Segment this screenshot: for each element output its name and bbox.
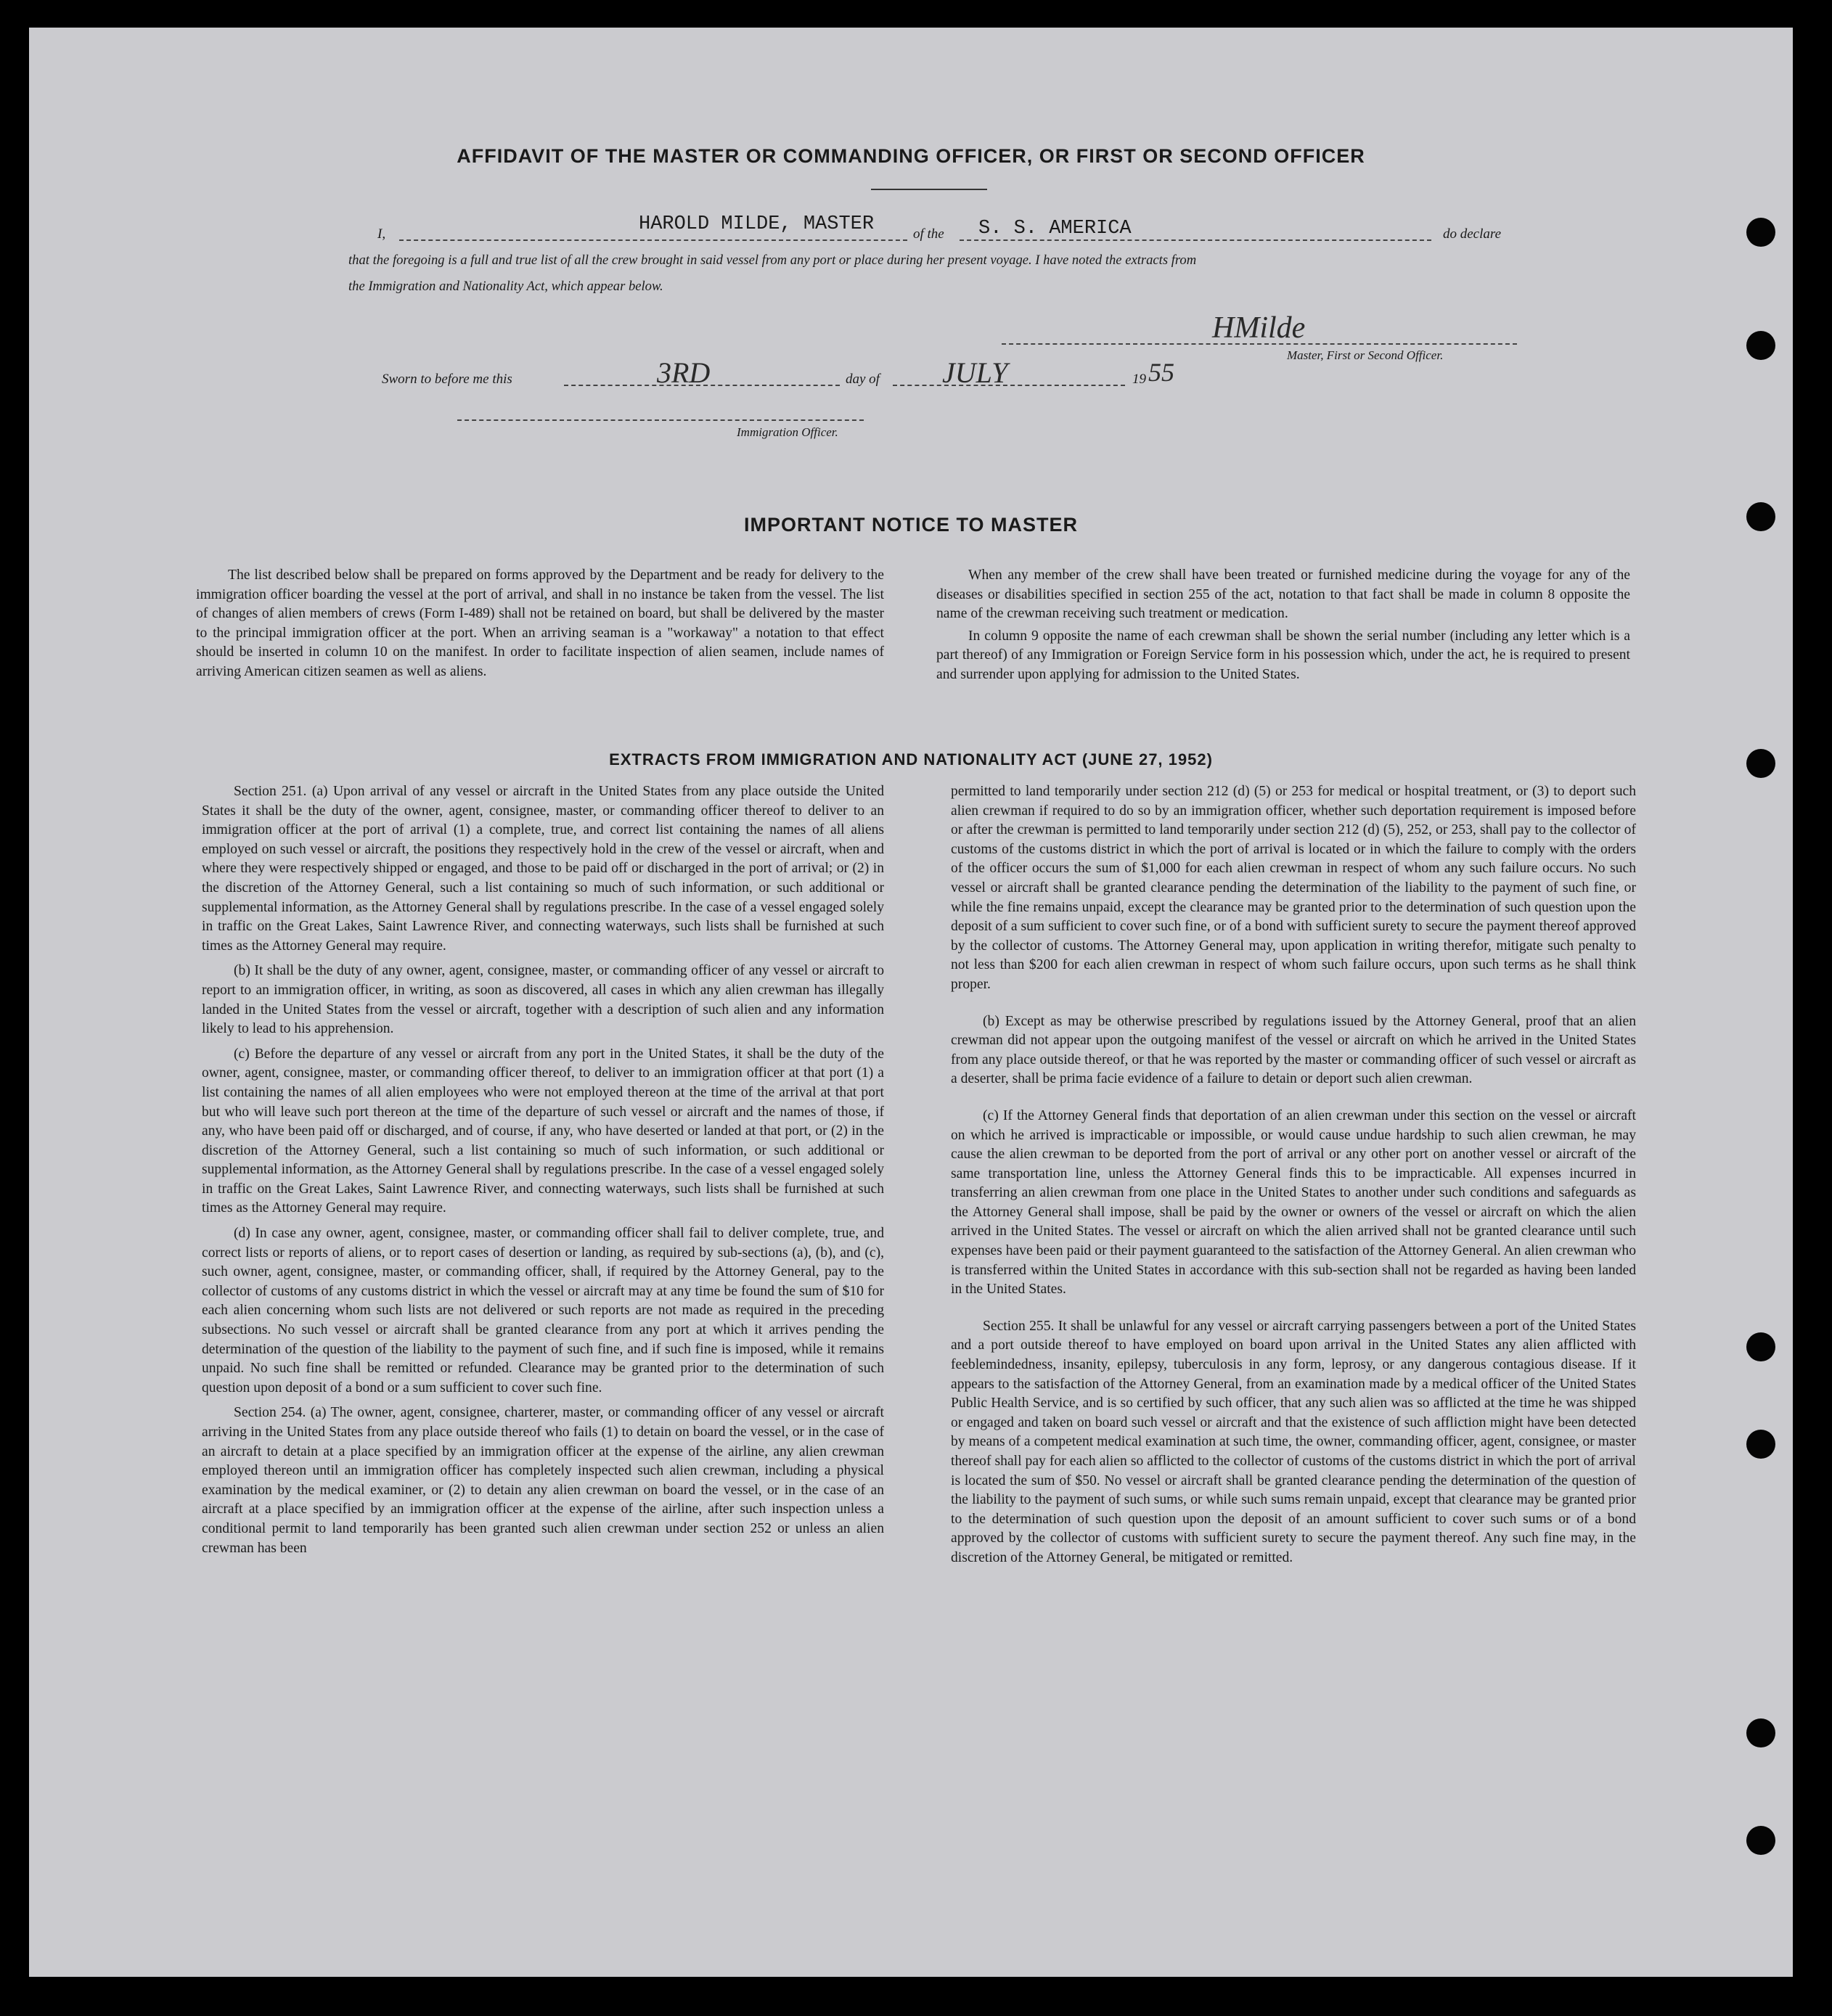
name-value: HAROLD MILDE, MASTER bbox=[639, 213, 875, 235]
sworn-month-line bbox=[893, 385, 1125, 386]
extracts-left-column bbox=[202, 782, 884, 1564]
binder-hole bbox=[1746, 1430, 1775, 1459]
year-value: 55 bbox=[1148, 358, 1174, 387]
section-251b: (b) It shall be the duty of any owner, agent, consignee, master, or commanding officer of any vessel or aircraft to report to an immigration officer, in writing, as soon as discovered, all cases in which any alien crewman has illegally landed in the United States from the vessel or aircraft, together with a description of such alien and any information likely to lead to his apprehension. bbox=[202, 963, 884, 1037]
declaration-line-2: the Immigration and Nationality Act, which appear below. bbox=[348, 279, 663, 294]
section-254c: (c) If the Attorney General finds that deportation of an alien crewman under this section on the vessel or aircraft on which he arrived is impracticable or impossible, or would cause undue hardship to such alien crewman, he may cause the alien crewman to be deported from the port of arrival or any other port on another vessel or aircraft of the same transportation line, unless the Attorney General finds this to be impracticable. All expenses incurred in transferring an alien crewman from one place in the United States to another under such conditions and safeguards as the Attorney General shall impose, shall be paid by the owner or owners of the vessel or aircraft on which the alien arrived in the United States. The vessel or aircraft on which the alien arrived shall not be granted clearance until such expenses have been paid or their payment guaranteed to the satisfaction of the Attorney General. An alien crewman who is transferred within the United States in accordance with this sub-section shall not be regarded as having been landed in the United States. bbox=[951, 1107, 1636, 1298]
officer-caption: Immigration Officer. bbox=[737, 425, 838, 439]
extracts-right-column bbox=[951, 782, 1636, 1574]
notice-left-paragraph: The list described below shall be prepared on forms approved by the Department and be ready for delivery to the immigration officer boarding the vessel at the port of arrival, and shall in no instance be taken from the vessel. The list of changes of alien members of crews (Form I-489) shall not be retained on board, but shall be delivered by the master to the principal immigration officer at the port. When an arriving seaman is a "workaway" a notation to that effect should be inserted in column 10 on the manifest. In order to facilitate inspection of alien seamen, include names of arriving American citizen seamen as well as aliens. bbox=[196, 567, 884, 679]
affidavit-title: AFFIDAVIT OF THE MASTER OR COMMANDING OFFICER, OR FIRST OR SECOND OFFICER bbox=[457, 145, 1365, 167]
binder-hole bbox=[1746, 331, 1775, 360]
section-255: Section 255. It shall be unlawful for any vessel or aircraft carrying passengers between a port of the United States and a port outside thereof to have employed on board upon arrival in the United States any alien afflicted with feeblemindedness, insanity, epilepsy, tuberculosis in any form, leprosy, or any dangerous contagious disease. If it appears to the satisfaction of the Attorney General, from an examination made by a medical officer of the United States Public Health Service, and is so certified by such officer, that any such alien was so afflicted at the time he was shipped or engaged and taken on board such vessel or aircraft and that the existence of such affliction might have been detected by means of a competent medical examination at such time, the owner, commanding officer, agent, consignee, or master thereof shall pay for each alien so afflicted to the collector of customs of the customs district in which the port of arrival is located the sum of $50. No vessel or aircraft shall be granted clearance pending the determination of the question of the liability to the payment of such sums, or while such sums remain unpaid, except that clearance may be granted prior to the determination of such question upon the deposit of an amount sufficient to cover such sums or of a bond approved by the collector of customs with sufficient surety to secure the payment thereof. Any such fine may, in the discretion of the Attorney General, be mitigated or remitted. bbox=[951, 1318, 1636, 1565]
sworn-label: Sworn to before me this bbox=[382, 372, 512, 387]
notice-right-paragraph-2: In column 9 opposite the name of each crewman shall be shown the serial number (including any letter which is a part thereof) of any Immigration or Foreign Service form in his possession which, under the act, he is required to present and surrender upon applying for admission to the United States. bbox=[936, 628, 1630, 682]
notice-right-paragraph-1: When any member of the crew shall have been treated or furnished medicine during the voyage for any of the diseases or disabilities specified in section 255 of the act, notation to that fact shall be made in column 8 opposite the name of the crewman receiving such treatment or medication. bbox=[936, 567, 1630, 622]
vessel-value: S. S. AMERICA bbox=[978, 218, 1132, 239]
binder-hole bbox=[1746, 1718, 1775, 1747]
section-254a: Section 254. (a) The owner, agent, consignee, charterer, master, or commanding officer of any vessel or aircraft arriving in the United States from any place outside thereof who fails (1) to detain on board the vessel, or in the case of an aircraft to detain at a place specified by an immigration officer at the expense of the airline, any alien crewman employed thereon until an immigration officer has completely inspected such alien crewman, including a physical examination by the medical examiner, or (2) to detain any alien crewman on board the vessel, or in the case of an aircraft at a place specified by an immigration officer at the expense of the airline, after such inspection unless a conditional permit to land temporarily has been granted such alien crewman under section 252 or unless an alien crewman has been bbox=[202, 1405, 884, 1556]
document-page bbox=[29, 28, 1793, 1977]
officer-line bbox=[457, 419, 864, 421]
section-251c: (c) Before the departure of any vessel or aircraft from any port in the United States, it shall be the duty of the owner, agent, consignee, master, or commanding officer thereof, to deliver to an immigration officer at that port (1) a list containing the names of all alien employees who were not employed thereon at the time of the arrival at that port but who will leave such port thereon at the time of the departure of such vessel or aircraft and the names of those, if any, who have been paid off or discharged, and of course, if any, who have deserted or landed at that port, or (2) in the discretion of the Attorney General, such a list containing so much of such information, or such additional or supplemental information, as the Attorney General shall by regulations prescribe. In the case of a vessel engaged solely in traffic on the Great Lakes, Saint Lawrence River, and connecting waterways, such lists shall be furnished at such times as the Attorney General may require. bbox=[202, 1046, 884, 1216]
section-254b: (b) Except as may be otherwise prescribed by regulations issued by the Attorney General, proof that an alien crewman did not appear upon the outgoing manifest of the vessel or aircraft on which he arrived in the United States from any place outside thereof, or that he was reported by the master or commanding officer of such vessel or aircraft as a deserter, shall be prima facie evidence of a failure to detain or deport such alien crewman. bbox=[951, 1013, 1636, 1087]
notice-right-column bbox=[936, 566, 1630, 688]
day-of-label: day of bbox=[846, 372, 880, 387]
sworn-day-value: 3RD bbox=[657, 356, 711, 389]
title-rule bbox=[871, 189, 987, 190]
binder-hole bbox=[1746, 1332, 1775, 1361]
year-prefix: 19 bbox=[1132, 372, 1146, 387]
master-signature: HMilde bbox=[1212, 311, 1306, 345]
section-254a-continued: permitted to land temporarily under section 212 (d) (5) or 253 for medical or hospital treatment, or (3) to deport such alien crewman if required to do so by an immigration officer, whether such deportation requirement is imposed before or after the crewman is permitted to land temporarily under section 212 (d) (5), 252, or 253, shall pay to the collector of customs of the customs district in which the port of arrival is located or in which the failure to comply with the orders of the officer occurs the sum of $1,000 for each alien crewman in respect of whom any such failure occurs. No such vessel or aircraft shall be granted clearance pending the determination of the liability to the payment of such fine, or while the fine remains unpaid, except the clearance may be granted prior to the determination of such question upon the deposit of a sum sufficient to cover such fine, or of a bond with sufficient surety to secure the payment thereof approved by the collector of customs. The Attorney General may, upon application in writing therefor, mitigate such penalty to not less than $200 for each alien crewman in respect of whom such failure occurs, upon such terms as he shall think proper. bbox=[951, 784, 1636, 992]
sworn-month-value: JULY bbox=[942, 356, 1008, 389]
i-label: I, bbox=[377, 226, 386, 242]
declare-label: do declare bbox=[1443, 226, 1502, 242]
notice-title: IMPORTANT NOTICE TO MASTER bbox=[744, 514, 1078, 536]
binder-hole bbox=[1746, 1826, 1775, 1855]
notice-left-column bbox=[196, 566, 884, 685]
vessel-line bbox=[960, 239, 1431, 241]
binder-hole bbox=[1746, 218, 1775, 247]
of-the-label: of the bbox=[913, 226, 944, 242]
extracts-title: EXTRACTS FROM IMMIGRATION AND NATIONALITY ACT (JUNE 27, 1952) bbox=[609, 750, 1213, 769]
signature-caption: Master, First or Second Officer. bbox=[1287, 348, 1444, 362]
section-251d: (d) In case any owner, agent, consignee, master, or commanding officer shall fail to deliver complete, true, and correct lists or reports of aliens, or to report cases of desertion or landing, as required by sub-sections (a), (b), and (c), such owner, agent, consignee, master, or commanding officer, shall, if required by the Attorney General, pay to the collector of customs of any customs district in which the vessel or aircraft may at any time be found the sum of $10 for each alien concerning whom such lists are not delivered or such reports are not made as required in the preceding subsections. No such vessel or aircraft shall be granted clearance from any port at which it arrives pending the determination of the question of the liability to the payment of such fine, and if such fine is imposed, while it remains unpaid. No such fine shall be remitted or refunded. Clearance may be granted prior to the determination of such question upon deposit of a bond or a sum sufficient to cover such fine. bbox=[202, 1226, 884, 1396]
name-line bbox=[399, 239, 907, 241]
section-251a: Section 251. (a) Upon arrival of any vessel or aircraft in the United States from any place outside the United States it shall be the duty of the owner, agent, consignee, master, or commanding officer thereof to deliver to an immigration officer at the port of arrival (1) a complete, true, and correct list containing the names of all aliens employed on such vessel or aircraft, the positions they respectively hold in the crew of the vessel or aircraft, when and where they were respectively shipped or engaged, and those to be paid off or discharged in the port of arrival; or (2) in the discretion of the Attorney General, such a list containing so much of such information, or such additional or supplemental information, as the Attorney General shall by regulations prescribe. In the case of a vessel engaged solely in traffic on the Great Lakes, Saint Lawrence River, and connecting waterways, such lists shall be furnished at such times as the Attorney General may require. bbox=[202, 784, 884, 954]
declaration-line-1: that the foregoing is a full and true list of all the crew brought in said vessel from any port or place during her present voyage. I have noted the extracts from bbox=[348, 253, 1197, 268]
